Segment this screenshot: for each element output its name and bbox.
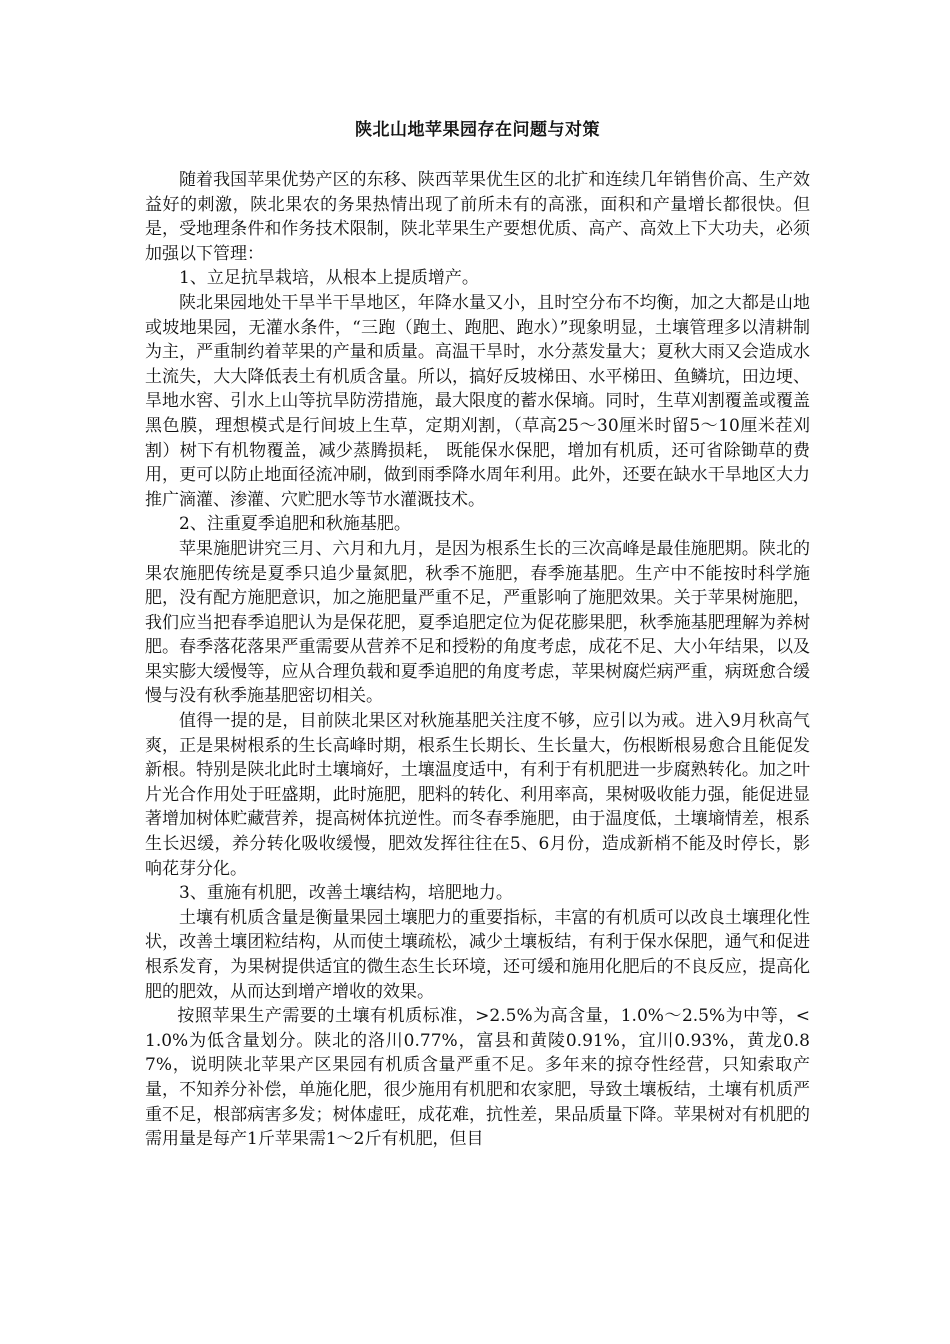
paragraph-autumn-base: 值得一提的是，目前陕北果区对秋施基肥关注度不够，应引以为戒。进入9月秋高气爽，正是果树根系的生长高峰时期，根系生长期长、生长量大，伤根断根易愈合且能促发新根。特别是陕北此时土壤墒好，土壤温度适中，有利于有机肥进一步腐熟转化。加之叶片光合作用处于旺盛期，此时施肥，肥料的转化、利用率高，果树吸收能力强，能促进显著增加树体贮藏营养，提高树体抗逆性。而冬春季施肥，由于温度低，土壤墒情差，根系生长迟缓，养分转化吸收缓慢，肥效发挥往往在5、6月份，造成新梢不能及时停长，影响花芽分化。 (145, 711, 810, 879)
document-page (145, 118, 810, 1152)
paragraph-fertilizing: 苹果施肥讲究三月、六月和九月，是因为根系生长的三次高峰是最佳施肥期。陕北的果农施肥传统是夏季只追少量氮肥，秋季不施肥，春季施基肥。生产中不能按时科学施肥，没有配方施肥意识，加之施肥量严重不足，严重影响了施肥效果。关于苹果树施肥，我们应当把春季追肥认为是保花肥，夏季追肥定位为促花膨果肥，秋季施基肥理解为养树肥。春季落花落果严重需要从营养不足和授粉的角度考虑，成花不足、大小年结果，以及果实膨大缓慢等，应从合理负载和夏季追肥的角度考虑，苹果树腐烂病严重，病斑愈合缓慢与没有秋季施基肥密切相关。 (145, 538, 810, 707)
paragraph-intro: 随着我国苹果优势产区的东移、陕西苹果优生区的北扩和连续几年销售价高、生产效益好的刺激，陕北果农的务果热情出现了前所未有的高涨，面积和产量增长都很快。但是，受地理条件和作务技术限制，陕北苹果生产要想优质、高产、高效上下大功夫，必须加强以下管理： (145, 170, 810, 264)
section-heading-2: 2、注重夏季追肥和秋施基肥。 (179, 514, 411, 535)
section-heading-1: 1、立足抗旱栽培，从根本上提质增产。 (179, 268, 479, 289)
paragraph-drought: 陕北果园地处干旱半干旱地区，年降水量又小，且时空分布不均衡，加之大都是山地或坡地果园，无灌水条件，“三跑（跑土、跑肥、跑水）”现象明显，土壤管理多以清耕制为主，严重制约着苹果的产量和质量。高温干旱时，水分蒸发量大；夏秋大雨又会造成水土流失，大大降低表土有机质含量。所以，搞好反坡梯田、水平梯田、鱼鳞坑，田边埂、旱地水窖、引水上山等抗旱防涝措施，最大限度的蓄水保墒。同时，生草刈割覆盖或覆盖黑色膜，理想模式是行间坡上生草，定期刈割，（草高25～30厘米时留5～10厘米茬刈割）树下有机物覆盖，减少蒸腾损耗， 既能保水保肥，增加有机质，还可省除锄草的费用，更可以防止地面径流冲刷，做到雨季降水周年利用。此外，还要在缺水干旱地区大力推广滴灌、渗灌、穴贮肥水等节水灌溉技术。 (145, 292, 810, 510)
paragraph-standards: 按照苹果生产需要的土壤有机质标准，>2.5%为高含量，1.0%～2.5%为中等，<1.0%为低含量划分。陕北的洛川0.77%，富县和黄陵0.91%，宜川0.93%，黄龙0.87%，说明陕北苹果产区果园有机质含量严重不足。多年来的掠夺性经营，只知索取产量，不知养分补偿，单施化肥，很少施用有机肥和农家肥，导致土壤板结，土壤有机质严重不足，根部病害多发；树体虚旺，成花难，抗性差，果品质量下降。苹果树对有机肥的需用量是每产1斤苹果需1～2斤有机肥，但目 (145, 1006, 810, 1150)
paragraph-organic-matter: 土壤有机质含量是衡量果园土壤肥力的重要指标，丰富的有机质可以改良土壤理化性状，改善土壤团粒结构，从而使土壤疏松，减少土壤板结，有利于保水保肥，通气和促进根系发育，为果树提供适宜的微生态生长环境，还可缓和施用化肥后的不良反应，提高化肥的肥效，从而达到增产增收的效果。 (145, 907, 810, 1002)
section-heading-3: 3、重施有机肥，改善土壤结构，培肥地力。 (179, 883, 513, 904)
document-title: 陕北山地苹果园存在问题与对策 (355, 120, 600, 140)
